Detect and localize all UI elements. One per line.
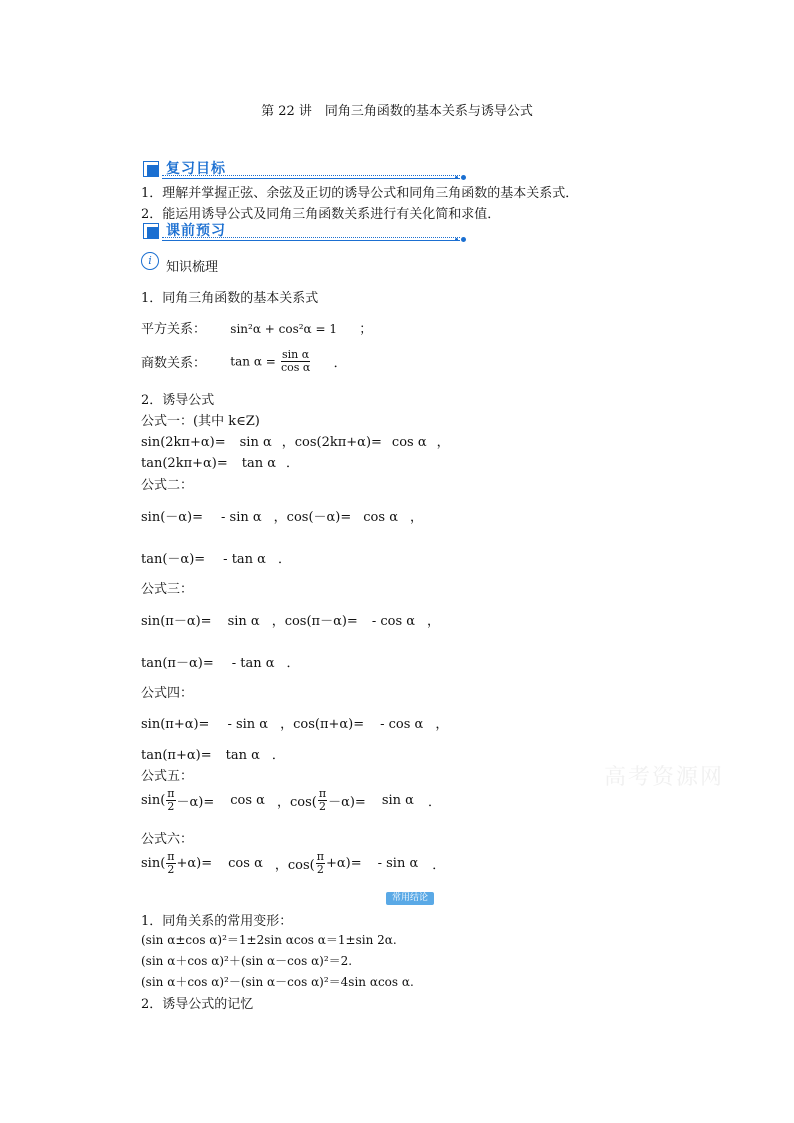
conclusion-2-heading: 2．诱导公式的记忆 [141, 997, 254, 1012]
section-divider [162, 175, 460, 176]
square-relation: 平方关系： sin²α + cos²α = 1 ； [141, 322, 373, 337]
formula-2-line-1: sin(－α)= - sin α ，cos(－α)= cos α ， [141, 510, 423, 525]
formula-3-title: 公式三： [141, 582, 194, 597]
conclusion-1-line-1: (sin α±cos α)²＝1±2sin αcos α＝1±sin 2α. [141, 933, 397, 947]
formula-1-line-2: tan(2kπ+α)= tan α ． [141, 456, 300, 471]
watermark: 高考资源网 [604, 765, 725, 790]
pi-over-2-fraction: $\frac{\pi}{2}$ [316, 850, 324, 876]
conclusion-1-line-3: (sin α＋cos α)²－(sin α－cos α)²＝4sin αcos α. [141, 975, 414, 989]
section-end-dot-icon [461, 237, 466, 242]
formula-4-line-2: tan(π+α)= tan α ． [141, 748, 285, 763]
formula-3-line-2: tan(π－α)= - tan α ． [141, 656, 300, 671]
knowledge-heading: 知识梳理 [166, 260, 219, 275]
quotient-lhs: tan α = [230, 354, 276, 369]
pi-over-2-fraction: $\frac{\pi}{2}$ [318, 787, 327, 813]
formula-1-line-1: sin(2kπ+α)= sin α ，cos(2kπ+α)= cos α ， [141, 435, 450, 450]
conclusion-1-heading: 1．同角关系的常用变形： [141, 914, 293, 929]
section-square-icon [143, 223, 159, 239]
section-header-review-goals [140, 158, 466, 178]
section-square-icon [143, 161, 159, 177]
heading-basic-relations: 1．同角三角函数的基本关系式 [141, 291, 319, 306]
formula-4-line-1: sin(π+α)= - sin α ，cos(π+α)= - cos α ， [141, 717, 449, 732]
conclusion-1-line-2: (sin α＋cos α)²＋(sin α－cos α)²＝2. [141, 954, 353, 968]
section-label: 复习目标 [166, 161, 226, 177]
heading-induction: 2．诱导公式 [141, 393, 215, 408]
formula-6-title: 公式六： [141, 832, 194, 847]
formula-1-title: 公式一：(其中 k∈Z) [141, 414, 260, 429]
formula-4-title: 公式四： [141, 686, 194, 701]
formula-2-line-2: tan(－α)= - tan α ． [141, 552, 291, 567]
formula-5-title: 公式五： [141, 769, 194, 784]
pi-over-2-fraction: $\frac{\pi}{2}$ [167, 787, 175, 813]
section-header-preview [140, 220, 466, 240]
page-title: 第 22 讲 同角三角函数的基本关系与诱导公式 [261, 104, 533, 119]
goal-2: 2．能运用诱导公式及同角三角函数关系进行有关化简和求值． [141, 207, 501, 222]
quotient-fraction: $\frac{\text{sin α}}{\text{cos α}}$ [280, 348, 311, 374]
pi-over-2-fraction: $\frac{\pi}{2}$ [167, 850, 175, 876]
quotient-relation: 商数关系： tan α = $\frac{\text{sin α}}{\text{cos α}}$ ． [141, 348, 347, 374]
section-label: 课前预习 [166, 223, 226, 239]
section-end-dot-icon [461, 175, 466, 180]
common-conclusions-badge: 常用结论 [386, 892, 434, 905]
section-divider [162, 237, 460, 238]
formula-6-line: sin( $\frac{\pi}{2}$ +α)= cos α ，cos( $\frac{\pi}{2}$ +α)= - sin α ． [141, 850, 446, 876]
square-formula: sin²α + cos²α = 1 [230, 322, 337, 336]
formula-2-title: 公式二： [141, 478, 194, 493]
formula-3-line-1: sin(π－α)= sin α ，cos(π－α)= - cos α ， [141, 614, 441, 629]
formula-5-line: sin( $\frac{\pi}{2}$ －α)= cos α ，cos( $\frac{\pi}{2}$ －α)= sin α ． [141, 787, 441, 813]
goal-1: 1．理解并掌握正弦、余弦及正切的诱导公式和同角三角函数的基本关系式． [141, 186, 579, 201]
info-icon: i [141, 252, 159, 270]
